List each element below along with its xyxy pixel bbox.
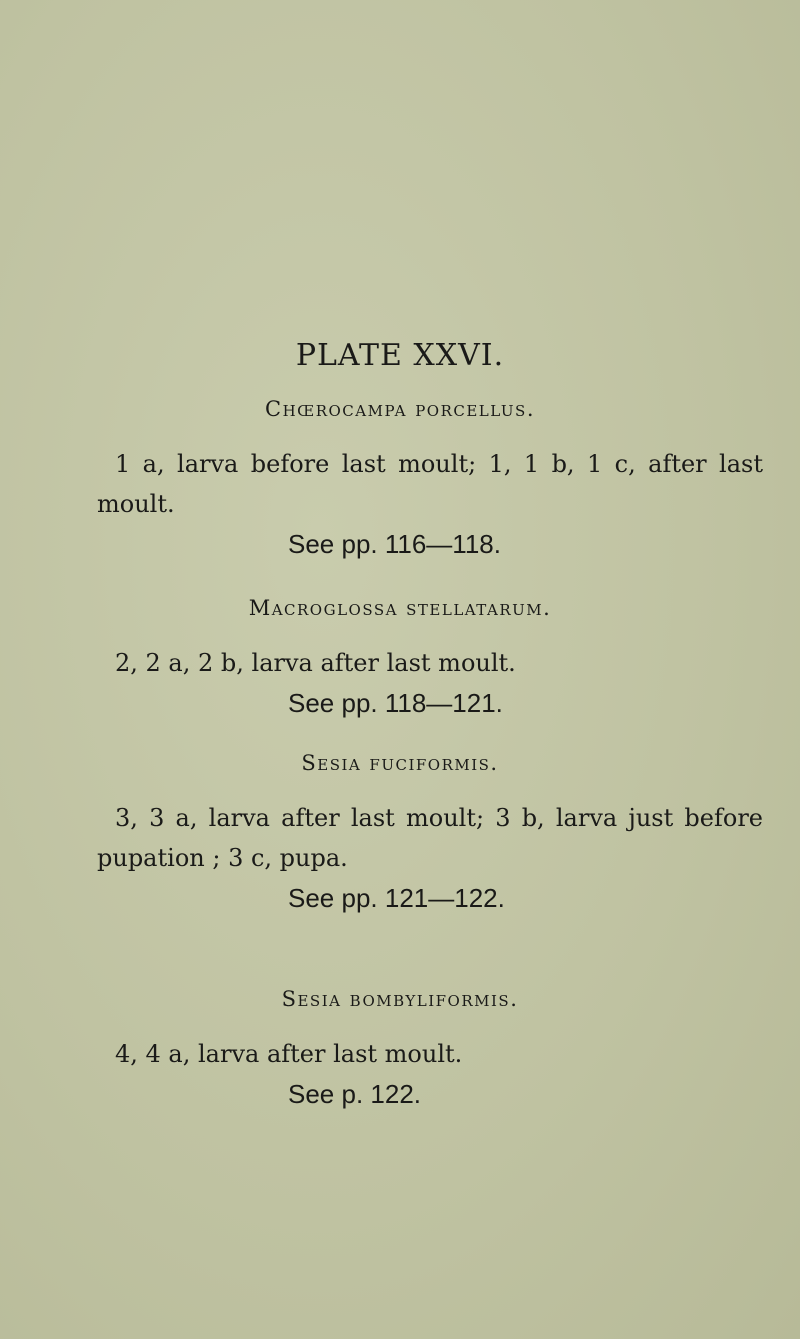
species-heading: Chœrocampa porcellus. (265, 397, 535, 421)
species-section (0, 748, 800, 918)
page-reference: See pp. 121—122. (288, 883, 505, 913)
plate-description: 1 a, larva before last moult; 1, 1 b, 1 c, after last moult. (97, 450, 763, 518)
species-section (0, 984, 800, 1114)
plate-description: 3, 3 a, larva after last moult; 3 b, larva just before pupation ; 3 c, pupa. (97, 804, 763, 872)
plate-description: 4, 4 a, larva after last moult. (115, 1040, 463, 1068)
page-reference: See pp. 118—121. (288, 688, 503, 718)
species-section (0, 593, 800, 723)
species-heading: Sesia bombyliformis. (281, 987, 519, 1011)
species-heading: Sesia fuciformis. (301, 751, 499, 775)
plate-title: PLATE XXVI. (295, 338, 505, 373)
page-reference: See pp. 116—118. (288, 529, 501, 559)
plate-description: 2, 2 a, 2 b, larva after last moult. (115, 649, 516, 677)
species-heading: Macroglossa stellatarum. (248, 596, 552, 620)
page-reference: See p. 122. (288, 1079, 421, 1109)
species-section (0, 394, 800, 564)
